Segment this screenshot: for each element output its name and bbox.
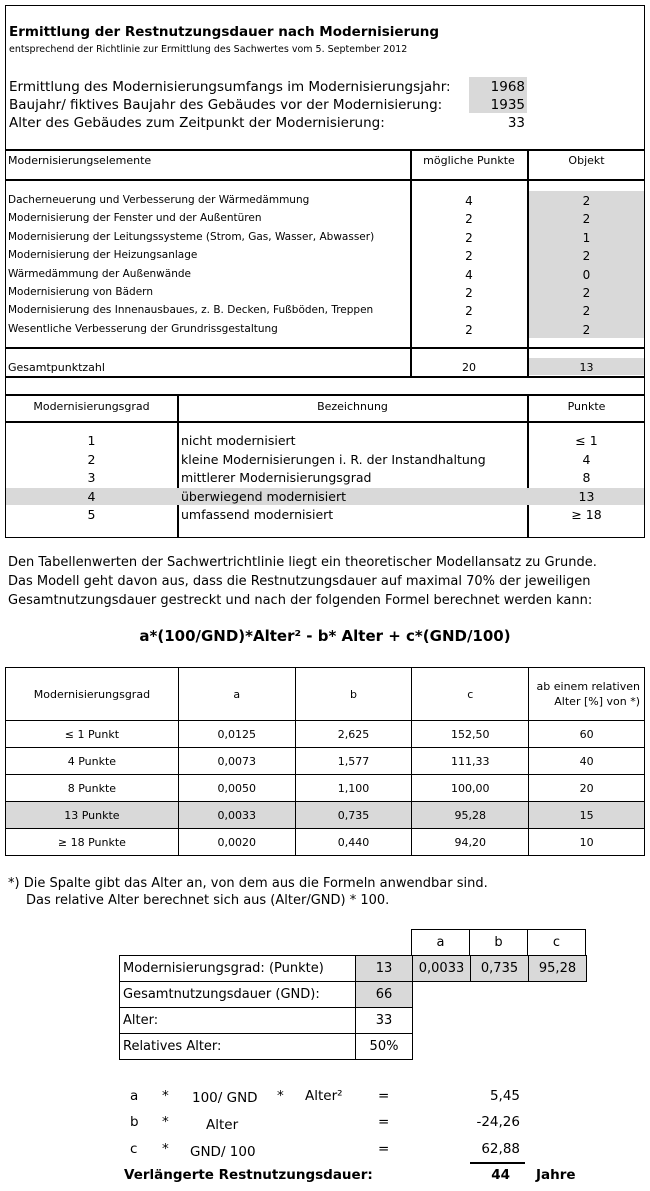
grade-description: mittlerer Modernisierungsgrad: [181, 470, 372, 485]
coef-row: [6, 829, 645, 856]
grade-points: 8: [582, 470, 591, 485]
divider: [5, 421, 645, 423]
result-star: *: [162, 1114, 169, 1130]
element-max-points: 2: [465, 322, 473, 337]
grade-header-pts: Punkte: [567, 400, 606, 413]
coef-cell-c: 94,20: [412, 829, 529, 856]
element-name: Modernisierung der Heizungsanlage: [8, 249, 198, 262]
element-object-points: 1: [582, 230, 591, 245]
coef-row: [6, 721, 645, 748]
element-max-points: 2: [465, 230, 473, 245]
total-max: 20: [462, 361, 476, 374]
footnote-line: Das relative Alter berechnet sich aus (Alter/GND) * 100.: [26, 893, 390, 908]
coef-header-c: c: [412, 668, 529, 721]
result-sym: a: [130, 1088, 139, 1104]
coef-cell-c: 111,33: [412, 748, 529, 775]
result-star: *: [162, 1088, 169, 1104]
calc-table: [119, 955, 587, 982]
element-object-points: 2: [582, 194, 591, 208]
element-max-points: 2: [465, 286, 473, 300]
element-name: Wärmedämmung der Außenwände: [8, 267, 191, 280]
element-object-points: 2: [582, 304, 591, 319]
element-name: Modernisierung von Bädern: [8, 286, 153, 298]
calc-col-a: a: [412, 930, 470, 956]
element-object-points: 2: [582, 286, 591, 300]
divider: [5, 376, 645, 378]
coef-row: [6, 802, 645, 829]
calc-value: 50%: [356, 1034, 413, 1060]
element-name: Dacherneuerung und Verbesserung der Wärmedämmung: [8, 194, 310, 206]
formula: a*(100/GND)*Alter² - b* Alter + c*(GND/100): [139, 627, 511, 645]
calc-value: 33: [356, 1008, 413, 1034]
coef-cell-c: 100,00: [412, 775, 529, 802]
coef-header-a: a: [178, 668, 295, 721]
calc-label: Relatives Alter:: [120, 1034, 356, 1060]
paragraph-line: Das Modell geht davon aus, dass die Restnutzungsdauer auf maximal 70% der jeweiligen: [8, 574, 591, 589]
coef-cell-a: 0,0050: [178, 775, 295, 802]
coef-cell-b: 2,625: [295, 721, 412, 748]
info-value: 1935: [490, 97, 525, 113]
coef-header-rel-line1: ab einem relativen: [536, 680, 640, 693]
grade-description: kleine Modernisierungen i. R. der Instandhaltung: [181, 451, 486, 467]
calc-c: 95,28: [529, 956, 587, 982]
calc-a: 0,0033: [413, 956, 471, 982]
coef-cell-a: 0,0073: [178, 748, 295, 775]
calc-table-rest: [119, 981, 413, 1060]
element-max-points: 4: [465, 194, 473, 208]
coef-cell-rel: 40: [529, 748, 645, 775]
grade-points: 4: [582, 451, 591, 467]
result-eq: =: [378, 1141, 390, 1157]
total-obj: 13: [579, 361, 594, 374]
grade-number: 5: [87, 507, 96, 522]
coef-cell-grad: 4 Punkte: [6, 748, 179, 775]
element-name: Modernisierung der Leitungssysteme (Strom, Gas, Wasser, Abwasser): [8, 230, 375, 243]
paragraph-line: Gesamtnutzungsdauer gestreckt und nach der folgenden Formel berechnet werden kann:: [8, 593, 593, 608]
element-max-points: 2: [465, 304, 473, 319]
coef-cell-c: 95,28: [412, 802, 529, 829]
result-eq: =: [378, 1114, 390, 1130]
element-name: Modernisierung der Fenster und der Außentüren: [8, 212, 262, 225]
calc-label: Alter:: [120, 1008, 356, 1034]
calc-col-b: b: [470, 930, 528, 956]
grade-number: 4: [87, 488, 96, 504]
info-label: Baujahr/ fiktives Baujahr des Gebäudes vor der Modernisierung:: [9, 97, 443, 113]
coef-header-rel: [529, 668, 645, 721]
element-object-points: 2: [582, 249, 591, 264]
coef-cell-b: 0,440: [295, 829, 412, 856]
elements-header-max: mögliche Punkte: [423, 154, 515, 167]
final-unit: Jahre: [536, 1167, 576, 1183]
element-object-points: 0: [582, 267, 591, 282]
coef-cell-rel: 10: [529, 829, 645, 856]
elements-header-name: Modernisierungselemente: [8, 154, 152, 167]
grade-number: 2: [87, 451, 96, 467]
info-value: 33: [507, 115, 525, 131]
coef-cell-a: 0,0020: [178, 829, 295, 856]
calc-table-header: [411, 929, 586, 956]
element-object-points: 2: [582, 322, 591, 337]
page-subtitle: entsprechend der Richtlinie zur Ermittlung des Sachwertes vom 5. September 2012: [9, 44, 408, 55]
result-term: GND/ 100: [190, 1144, 256, 1160]
element-max-points: 2: [465, 249, 473, 264]
result-sym: b: [130, 1114, 139, 1130]
coef-header-b: b: [295, 668, 412, 721]
coef-cell-grad: 8 Punkte: [6, 775, 179, 802]
final-label: Verlängerte Restnutzungsdauer:: [124, 1167, 373, 1183]
result-val: 62,88: [481, 1141, 520, 1157]
element-max-points: 4: [465, 267, 473, 282]
col-line: [410, 150, 412, 378]
coef-cell-b: 0,735: [295, 802, 412, 829]
grade-header-desc: Bezeichnung: [317, 400, 388, 413]
coef-cell-grad: ≤ 1 Punkt: [6, 721, 179, 748]
elements-header-obj: Objekt: [568, 154, 605, 167]
coef-cell-grad: ≥ 18 Punkte: [6, 829, 179, 856]
calc-label: Gesamtnutzungsdauer (GND):: [120, 982, 356, 1008]
coef-cell-grad: 13 Punkte: [6, 802, 179, 829]
calc-value: 66: [356, 982, 413, 1008]
coef-header-grad: Modernisierungsgrad: [6, 668, 179, 721]
element-name: Wesentliche Verbesserung der Grundrissgestaltung: [8, 322, 278, 335]
coef-cell-b: 1,100: [295, 775, 412, 802]
result-term: Alter: [206, 1117, 239, 1133]
result-sym: c: [130, 1141, 138, 1157]
divider: [5, 394, 645, 396]
info-value: 1968: [490, 79, 525, 95]
coef-cell-a: 0,0033: [178, 802, 295, 829]
info-label: Ermittlung des Modernisierungsumfangs im Modernisierungsjahr:: [9, 79, 451, 95]
result-val: 5,45: [489, 1088, 520, 1104]
grade-description: überwiegend modernisiert: [181, 488, 347, 504]
coef-row: [6, 748, 645, 775]
result-term2: Alter²: [305, 1088, 343, 1104]
grade-description: umfassend modernisiert: [181, 507, 334, 522]
page-title: Ermittlung der Restnutzungsdauer nach Modernisierung: [9, 24, 440, 40]
coef-cell-rel: 15: [529, 802, 645, 829]
result-val: -24,26: [476, 1114, 520, 1130]
coef-table: [5, 667, 645, 856]
result-star: *: [277, 1088, 284, 1104]
result-eq: =: [378, 1088, 390, 1104]
sum-underline: [470, 1162, 525, 1164]
col-line: [177, 395, 179, 537]
grade-points: 13: [578, 488, 595, 504]
element-object-points: 2: [582, 212, 591, 227]
final-value: 44: [491, 1167, 510, 1183]
result-star: *: [162, 1141, 169, 1157]
coef-cell-b: 1,577: [295, 748, 412, 775]
result-term: 100/ GND: [192, 1090, 258, 1106]
grade-points: ≥ 18: [571, 507, 602, 522]
divider: [5, 179, 645, 181]
grade-number: 1: [87, 433, 96, 448]
divider: [5, 149, 645, 151]
footnote-line: *) Die Spalte gibt das Alter an, von dem aus die Formeln anwendbar sind.: [8, 876, 488, 891]
coef-row: [6, 775, 645, 802]
grade-points: ≤ 1: [575, 433, 598, 448]
element-max-points: 2: [465, 212, 473, 227]
grade-description: nicht modernisiert: [181, 433, 296, 448]
calc-value: 13: [356, 956, 413, 982]
calc-col-c: c: [528, 930, 586, 956]
grade-header-grad: Modernisierungsgrad: [33, 400, 150, 413]
coef-cell-rel: 60: [529, 721, 645, 748]
coef-cell-a: 0,0125: [178, 721, 295, 748]
grade-number: 3: [87, 470, 96, 485]
calc-b: 0,735: [471, 956, 529, 982]
element-name: Modernisierung des Innenausbaues, z. B. Decken, Fußböden, Treppen: [8, 304, 374, 317]
total-label: Gesamtpunktzahl: [8, 361, 105, 374]
paragraph-line: Den Tabellenwerten der Sachwertrichtlinie liegt ein theoretischer Modellansatz zu Grunde.: [8, 555, 597, 570]
calc-label: Modernisierungsgrad: (Punkte): [120, 956, 356, 982]
info-label: Alter des Gebäudes zum Zeitpunkt der Modernisierung:: [9, 115, 385, 131]
coef-body: [6, 721, 645, 856]
coef-cell-rel: 20: [529, 775, 645, 802]
divider: [5, 347, 645, 349]
coef-cell-c: 152,50: [412, 721, 529, 748]
coef-header-rel-line2: Alter [%] von *): [554, 695, 640, 708]
